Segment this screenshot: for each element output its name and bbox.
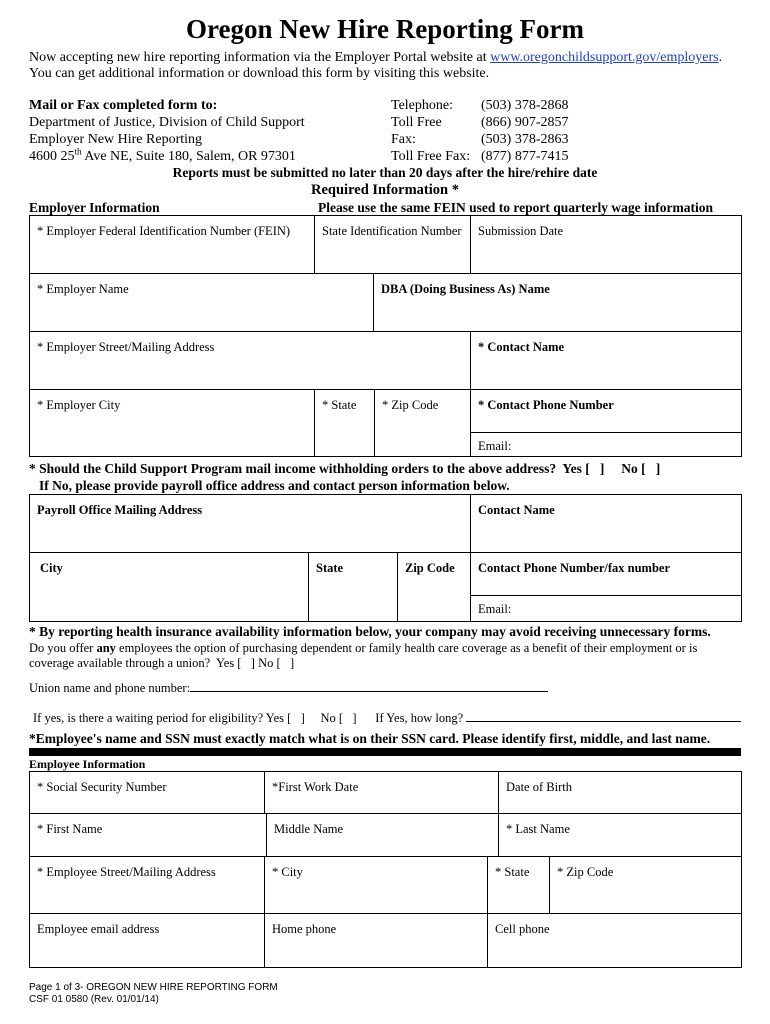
employee-info-table <box>29 771 742 968</box>
state-id-label: State Identification Number <box>322 224 462 238</box>
payroll-address-label: Payroll Office Mailing Address <box>37 503 203 517</box>
dob-label: Date of Birth <box>506 780 572 794</box>
last-name-label: * Last Name <box>506 822 570 836</box>
required-info-heading: Required Information * <box>311 182 459 198</box>
employee-info-heading: Employee Information <box>29 757 146 771</box>
contact-email-label: Email: <box>478 439 512 453</box>
section-divider-bar <box>29 748 741 756</box>
payroll-zip-label: Zip Code <box>405 561 455 575</box>
employee-zip-field[interactable] <box>550 857 742 914</box>
middle-name-field[interactable] <box>267 814 499 857</box>
employer-name-field[interactable] <box>30 274 374 332</box>
payroll-zip-field[interactable] <box>398 553 471 622</box>
payroll-info-table <box>29 494 742 622</box>
employer-address-label: * Employer Street/Mailing Address <box>37 340 215 354</box>
employer-city-label: * Employer City <box>37 398 121 412</box>
footer-page-info: Page 1 of 3- OREGON NEW HIRE REPORTING FORM <box>29 982 278 993</box>
cell-phone-field[interactable] <box>488 914 742 968</box>
employee-address-field[interactable] <box>30 857 265 914</box>
employer-info-table <box>29 215 742 457</box>
employee-state-field[interactable] <box>488 857 550 914</box>
contact-name-label: * Contact Name <box>478 340 565 354</box>
payroll-contact-phone-field[interactable] <box>471 553 742 596</box>
withholding-question: * Should the Child Support Program mail income withholding orders to the above address? Yes [ ] No [ ] <box>29 461 661 476</box>
contact-fax-value: (503) 378-2863 <box>481 132 569 147</box>
employer-address-field[interactable] <box>30 332 471 390</box>
mail-address: 4600 25th Ave NE, Suite 180, Salem, OR 97301 <box>29 146 296 164</box>
employee-email-label: Employee email address <box>37 922 160 936</box>
intro-line-1: Now accepting new hire reporting information via the Employer Portal website at www.oregonchildsupport.gov/employers. <box>29 50 723 65</box>
mail-line-1: Department of Justice, Division of Child Support <box>29 115 305 130</box>
ssn-match-note: *Employee's name and SSN must exactly match what is on their SSN card. Please identify first, middle, and last name. <box>29 731 711 746</box>
health-question-line-2: coverage available through a union? Yes [ ] No [ ] <box>29 656 295 670</box>
first-work-date-label: *First Work Date <box>272 780 359 794</box>
payroll-email-label: Email: <box>478 602 512 616</box>
employee-address-label: * Employee Street/Mailing Address <box>37 865 216 879</box>
employee-email-field[interactable] <box>30 914 265 968</box>
employer-city-field[interactable] <box>30 390 315 457</box>
footer-revision: CSF 01 0580 (Rev. 01/01/14) <box>29 994 159 1005</box>
health-heading: * By reporting health insurance availability information below, your company may avoid receiving unnecessary forms. <box>29 624 711 639</box>
fein-label: * Employer Federal Identification Number (FEIN) <box>37 224 291 238</box>
submission-date-field[interactable] <box>471 216 742 274</box>
payroll-contact-name-field[interactable] <box>471 495 742 553</box>
contact-telephone-value: (503) 378-2868 <box>481 98 569 113</box>
first-name-label: * First Name <box>37 822 103 836</box>
employer-name-label: * Employer Name <box>37 282 129 296</box>
contact-fax-label: Fax: <box>391 132 416 147</box>
employer-zip-label: * Zip Code <box>382 398 439 412</box>
home-phone-label: Home phone <box>272 922 337 936</box>
union-label: Union name and phone number: <box>29 681 191 695</box>
payroll-state-label: State <box>316 561 344 575</box>
contact-phone-label: * Contact Phone Number <box>478 398 614 412</box>
contact-tollfree-label: Toll Free <box>391 115 442 130</box>
dba-name-field[interactable] <box>374 274 742 332</box>
first-name-field[interactable] <box>30 814 267 857</box>
payroll-contact-phone-label: Contact Phone Number/fax number <box>478 561 671 575</box>
submission-date-label: Submission Date <box>478 224 564 238</box>
union-input[interactable] <box>190 679 548 692</box>
payroll-city-field[interactable] <box>30 553 309 622</box>
payroll-email-field[interactable] <box>471 596 742 622</box>
payroll-state-field[interactable] <box>309 553 398 622</box>
mail-heading: Mail or Fax completed form to: <box>29 98 218 113</box>
last-name-field[interactable] <box>499 814 742 857</box>
waiting-period-line <box>33 709 741 726</box>
employee-zip-label: * Zip Code <box>557 865 614 879</box>
contact-name-field[interactable] <box>471 332 742 390</box>
employer-portal-link[interactable]: www.oregonchildsupport.gov/employers <box>490 50 719 65</box>
waiting-period-input[interactable] <box>466 709 741 722</box>
state-id-field[interactable] <box>315 216 471 274</box>
dob-field[interactable] <box>499 772 742 814</box>
health-question-line-1: Do you offer any employees the option of purchasing dependent or family health care coverage as a benefit of their employment or is <box>29 641 698 655</box>
union-line <box>29 679 548 696</box>
contact-tollfree-fax-value: (877) 877-7415 <box>481 149 569 164</box>
contact-phone-field[interactable] <box>471 390 742 433</box>
employer-info-heading: Employer Information <box>29 200 160 215</box>
deadline-note: Reports must be submitted no later than 20 days after the hire/rehire date <box>172 165 598 180</box>
employer-state-field[interactable] <box>315 390 375 457</box>
ssn-field[interactable] <box>30 772 265 814</box>
middle-name-label: Middle Name <box>274 822 344 836</box>
waiting-period-question: If yes, is there a waiting period for eligibility? Yes [ ] No [ ] If Yes, how long? <box>33 711 464 725</box>
contact-email-field[interactable] <box>471 433 742 457</box>
first-work-date-field[interactable] <box>265 772 499 814</box>
fein-note: Please use the same FEIN used to report quarterly wage information <box>318 200 713 215</box>
cell-phone-label: Cell phone <box>495 922 550 936</box>
fein-field[interactable] <box>30 216 315 274</box>
payroll-city-label: City <box>40 561 63 575</box>
withholding-note: If No, please provide payroll office address and contact person information below. <box>39 478 510 493</box>
dba-name-label: DBA (Doing Business As) Name <box>381 282 550 296</box>
intro-line-2: You can get additional information or download this form by visiting this website. <box>29 66 490 81</box>
contact-tollfree-fax-label: Toll Free Fax: <box>391 149 471 164</box>
contact-telephone-label: Telephone: <box>391 98 453 113</box>
form-title: Oregon New Hire Reporting Form <box>186 14 584 44</box>
employee-state-label: * State <box>495 865 530 879</box>
mail-line-2: Employer New Hire Reporting <box>29 132 203 147</box>
payroll-address-field[interactable] <box>30 495 471 553</box>
employer-zip-field[interactable] <box>375 390 471 457</box>
employee-city-label: * City <box>272 865 303 879</box>
payroll-contact-name-label: Contact Name <box>478 503 555 517</box>
home-phone-field[interactable] <box>265 914 488 968</box>
employee-city-field[interactable] <box>265 857 488 914</box>
ssn-label: * Social Security Number <box>37 780 167 794</box>
employer-state-label: * State <box>322 398 357 412</box>
contact-tollfree-value: (866) 907-2857 <box>481 115 569 130</box>
